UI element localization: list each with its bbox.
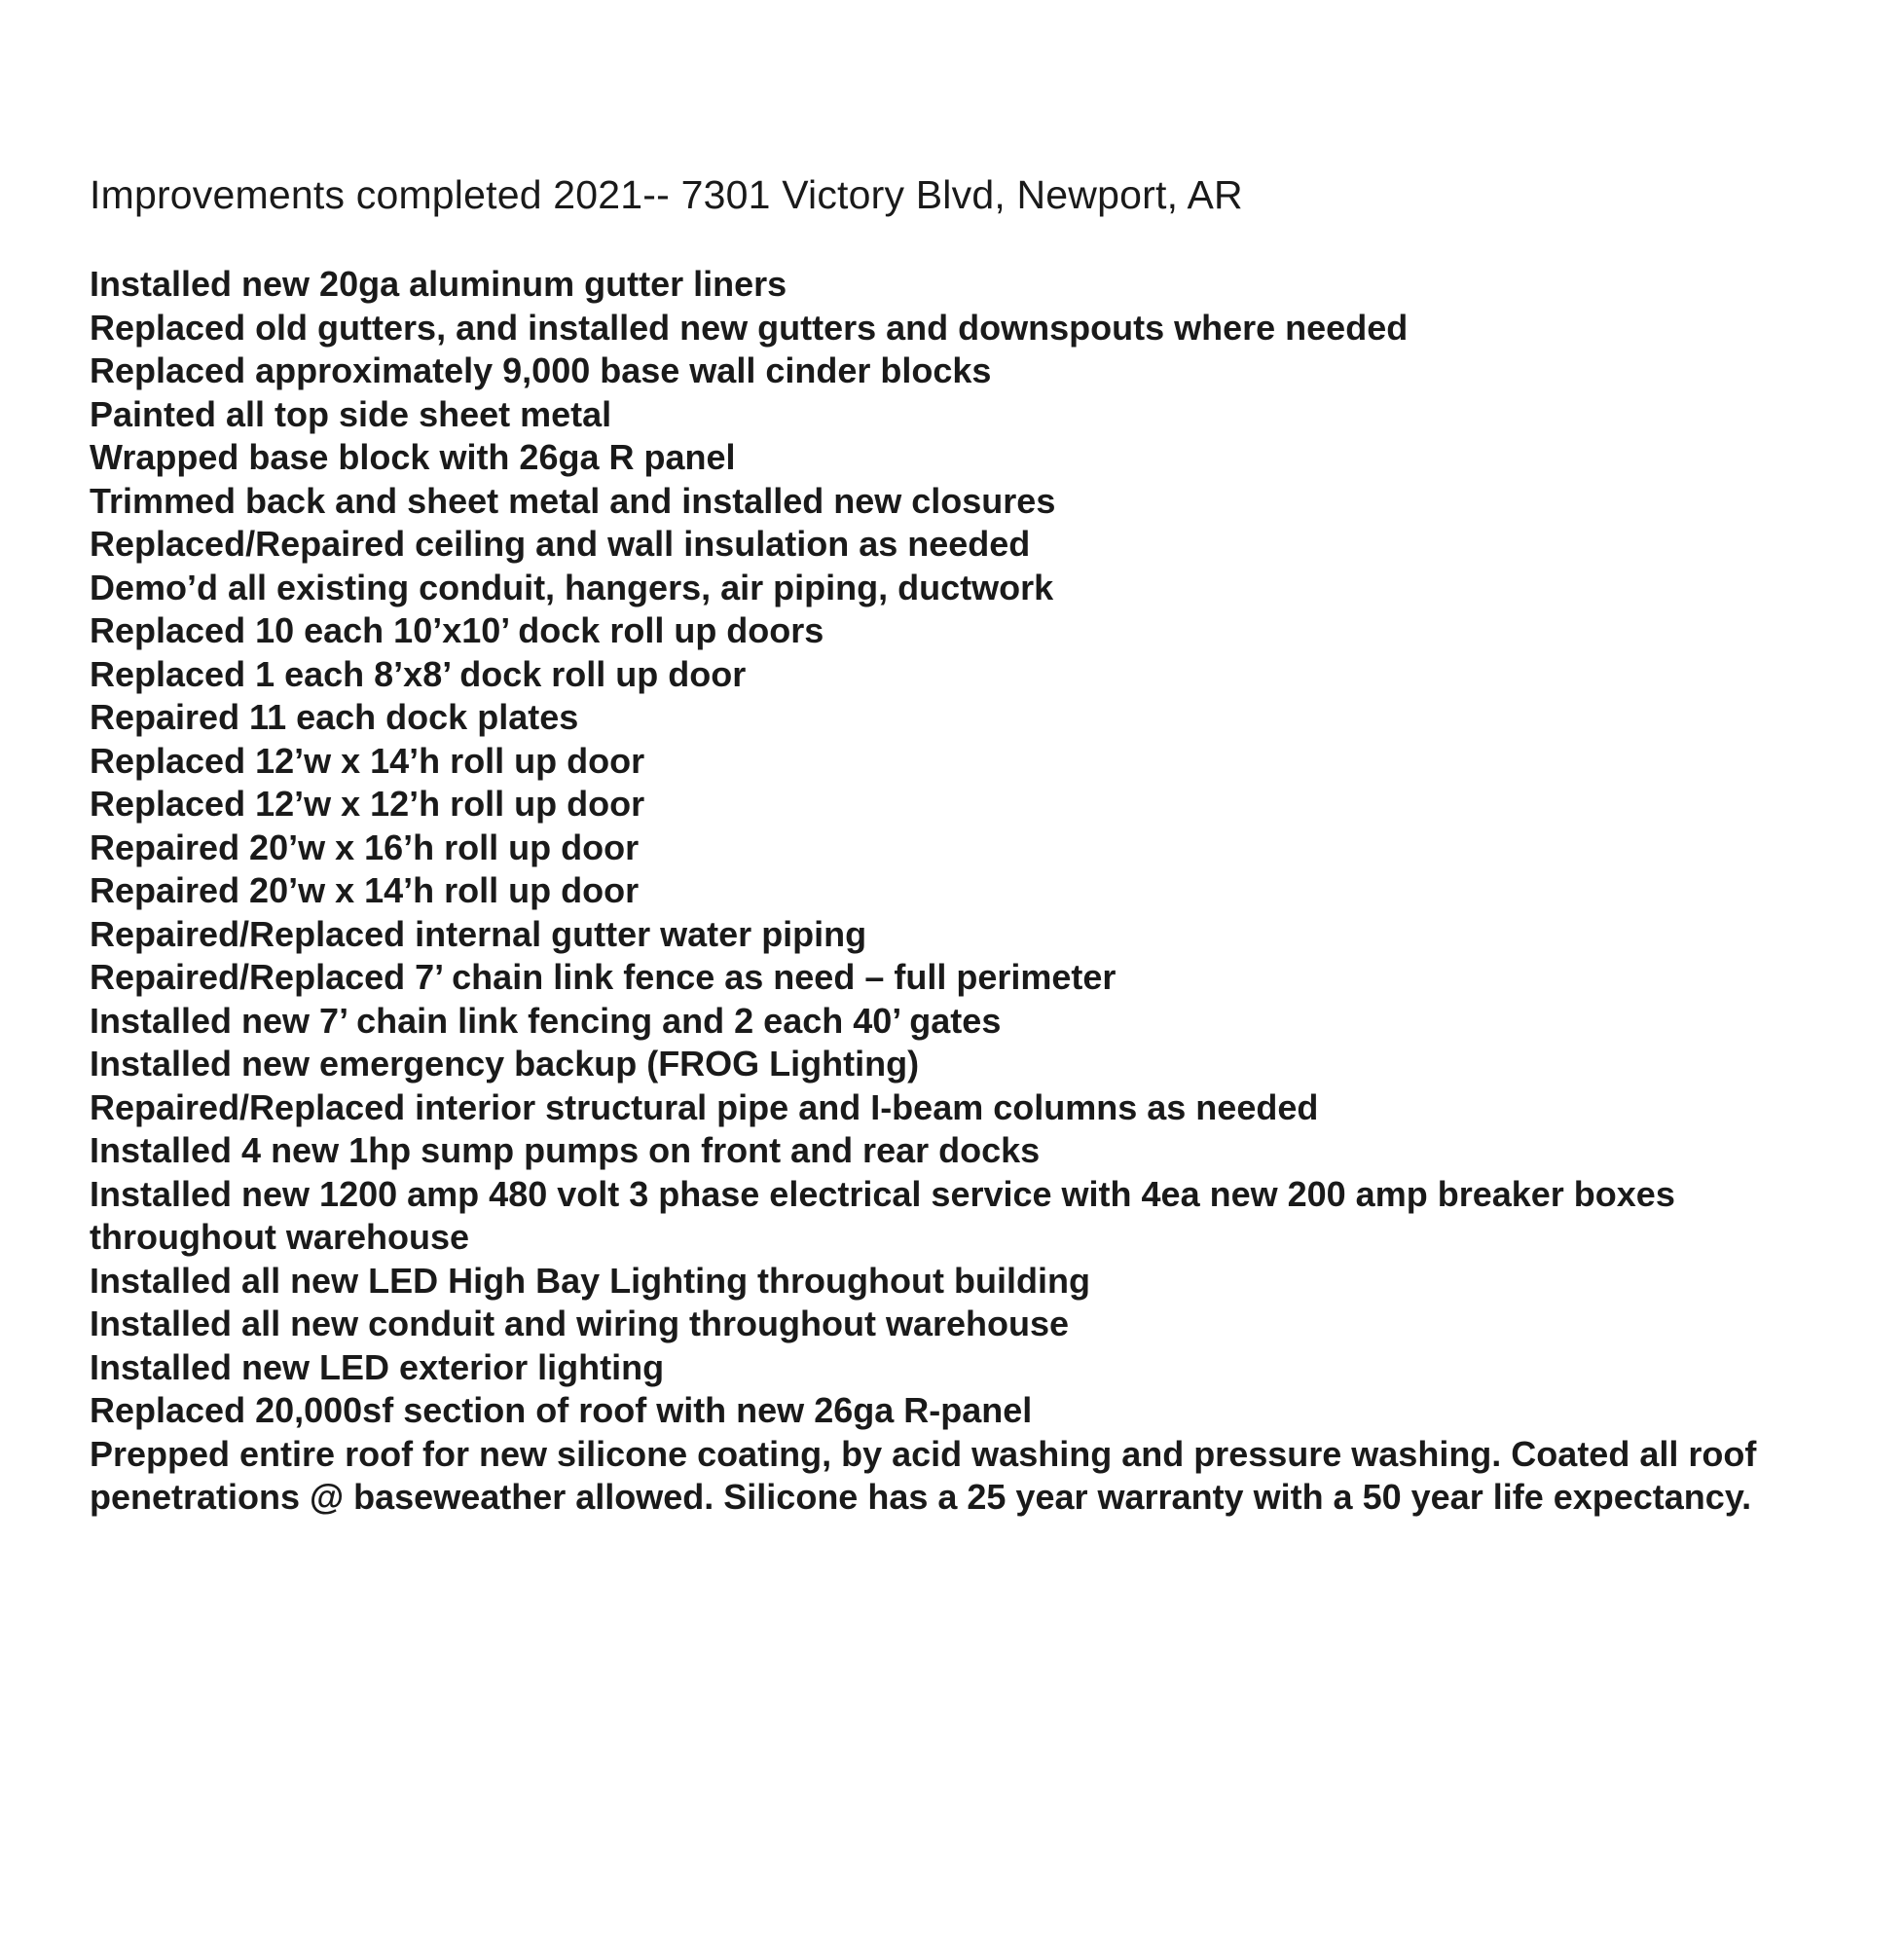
list-item: Replaced approximately 9,000 base wall cinder blocks [90,350,992,390]
improvements-list [90,263,1822,1520]
list-item: Painted all top side sheet metal [90,393,612,434]
list-item: Repaired/Replaced 7’ chain link fence as need – full perimeter [90,957,1117,997]
list-item: Installed 4 new 1hp sump pumps on front and rear docks [90,1130,1041,1170]
list-item: Replaced 12’w x 12’h roll up door [90,784,645,824]
list-item: Repaired 20’w x 14’h roll up door [90,870,640,910]
list-item: Replaced 10 each 10’x10’ dock roll up doors [90,610,824,650]
list-item: Installed new LED exterior lighting [90,1346,665,1387]
list-item: Installed new 20ga aluminum gutter liners [90,264,787,304]
list-item: Replaced old gutters, and installed new gutters and downspouts where needed [90,307,1409,348]
list-item: Replaced/Repaired ceiling and wall insulation as needed [90,524,1031,564]
list-item: Installed new 1200 amp 480 volt 3 phase electrical service with 4ea new 200 amp breaker boxes throughout warehouse [90,1173,1675,1257]
document-title: Improvements completed 2021-- 7301 Victory Blvd, Newport, AR [90,172,1243,217]
list-item: Prepped entire roof for new silicone coating, by acid washing and pressure washing. Coated all roof penetrations @ baseweather allowed. Silicone has a 25 year warranty with a 50 year life expectancy. [90,1433,1757,1517]
list-item: Installed new 7’ chain link fencing and 2 each 40’ gates [90,1000,1002,1041]
list-item: Installed new emergency backup (FROG Lighting) [90,1044,920,1084]
document-page [90,165,1822,1520]
list-item: Repaired 20’w x 16’h roll up door [90,827,640,867]
list-item: Replaced 12’w x 14’h roll up door [90,740,645,781]
list-item: Wrapped base block with 26ga R panel [90,437,736,477]
list-item: Installed all new conduit and wiring throughout warehouse [90,1304,1070,1343]
list-item: Repaired 11 each dock plates [90,697,579,737]
list-item: Replaced 1 each 8’x8’ dock roll up door [90,653,747,694]
list-item: Trimmed back and sheet metal and installed new closures [90,480,1056,521]
list-item: Repaired/Replaced interior structural pipe and I-beam columns as needed [90,1086,1319,1127]
list-item: Replaced 20,000sf section of roof with new 26ga R-panel [90,1390,1033,1430]
list-item: Repaired/Replaced internal gutter water piping [90,913,867,954]
list-item: Demo’d all existing conduit, hangers, air piping, ductwork [90,567,1054,607]
list-item: Installed all new LED High Bay Lighting throughout building [90,1260,1090,1301]
